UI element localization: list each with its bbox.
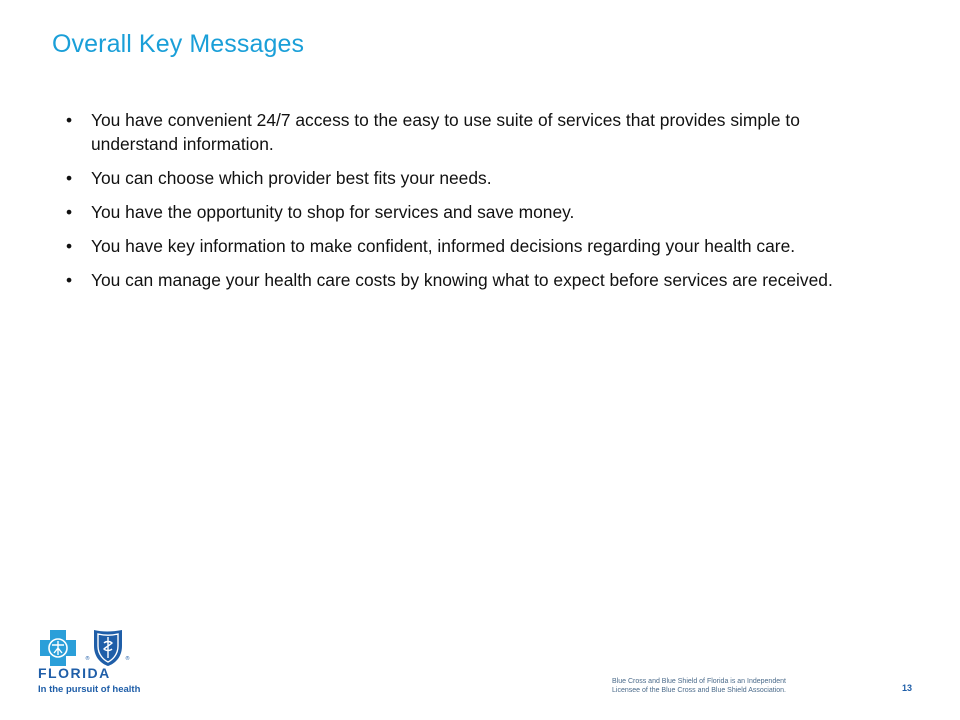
footer-disclaimer [612, 677, 852, 695]
list-item [66, 108, 886, 156]
bullet-icon: • [66, 270, 73, 290]
key-messages-list [66, 108, 886, 302]
bullet-icon: • [66, 168, 73, 188]
bullet-text: You have the opportunity to shop for services and save money. [91, 202, 575, 222]
blue-cross-icon [40, 630, 76, 666]
svg-text:®: ® [125, 656, 130, 662]
list-item [66, 234, 886, 258]
list-item [66, 200, 886, 224]
logo-wordmark: FLORIDA [38, 665, 111, 681]
list-item [66, 268, 886, 292]
disclaimer-line: Blue Cross and Blue Shield of Florida is an Independent [612, 678, 786, 685]
bullet-icon: • [66, 110, 73, 130]
bullet-text: You have convenient 24/7 access to the easy to use suite of services that provides simple to understand information. [91, 110, 800, 154]
disclaimer-line: Licensee of the Blue Cross and Blue Shield Association. [612, 687, 786, 694]
page-number: 13 [902, 683, 913, 693]
slide-title: Overall Key Messages [52, 30, 305, 58]
svg-text:®: ® [85, 656, 90, 662]
bullet-icon: • [66, 236, 73, 256]
bullet-text: You can manage your health care costs by knowing what to expect before services are received. [91, 270, 833, 290]
list-item [66, 166, 886, 190]
bullet-icon: • [66, 202, 73, 222]
blue-shield-icon [94, 630, 122, 666]
bullet-text: You can choose which provider best fits your needs. [91, 168, 492, 188]
logo-tagline: In the pursuit of health [38, 684, 141, 695]
bullet-text: You have key information to make confident, informed decisions regarding your health care. [91, 236, 796, 256]
